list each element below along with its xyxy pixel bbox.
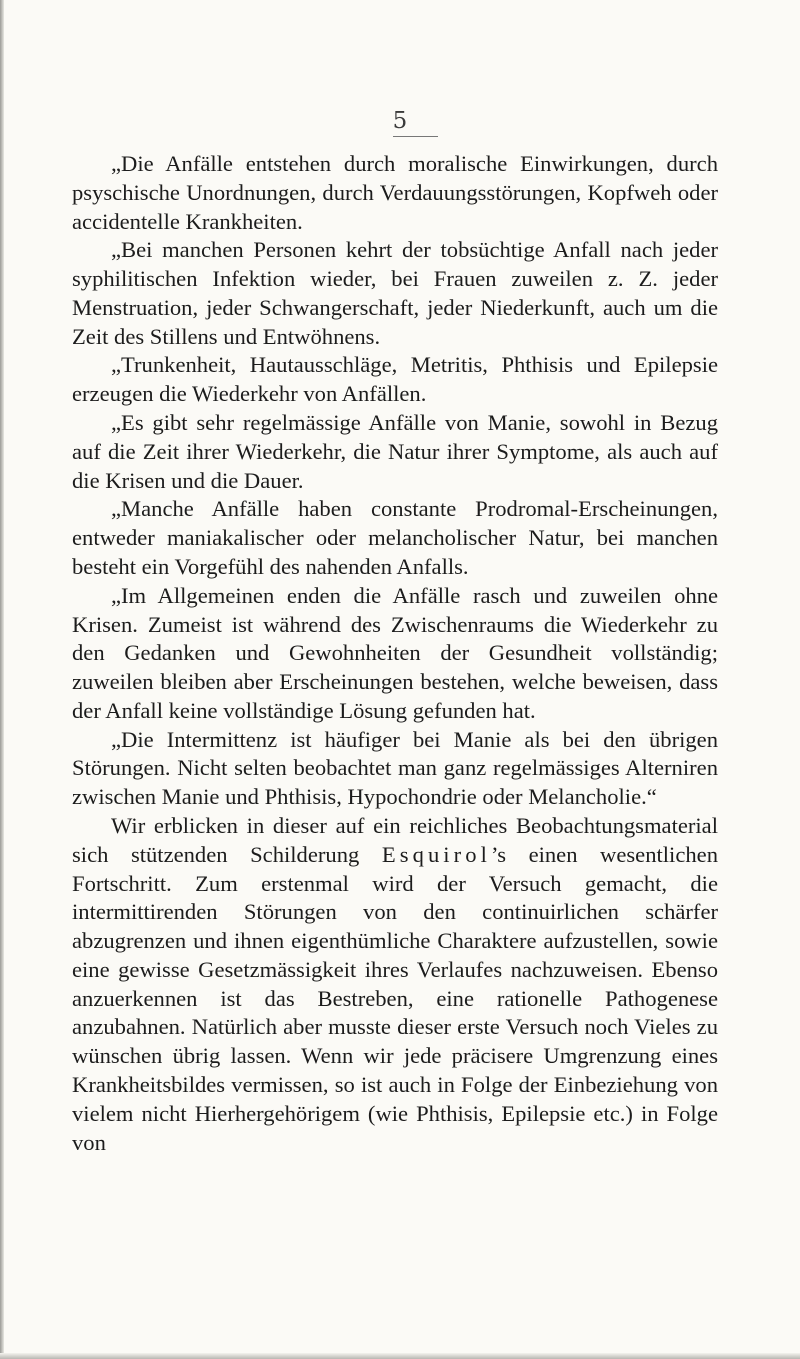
- author-name-esquirol: Esquirol: [381, 841, 491, 867]
- scan-edge-left: [0, 0, 4, 1359]
- paragraph-8-start: Wir erblicken in dieser auf ein reichliches Beobachtungsmaterial sich stützenden Schilderung: [72, 812, 718, 867]
- paragraph-4: „Es gibt sehr regelmässige Anfälle von Manie, sowohl in Bezug auf die Zeit ihrer Wiederkehr, die Natur ihrer Symptome, als auch auf die Krisen und die Dauer.: [72, 410, 718, 493]
- page-number-rule: [393, 136, 438, 137]
- paragraph-1: „Die Anfälle entstehen durch moralische Einwirkungen, durch psyschische Unordnungen, durch Verdauungsstörungen, Kopfweh oder accidentelle Krankheiten.: [72, 151, 718, 234]
- body-text: [72, 150, 718, 1157]
- paragraph-6: „Im Allgemeinen enden die Anfälle rasch und zuweilen ohne Krisen. Zumeist ist während des Zwischenraums die Wiederkehr zu den Gedanken und Gewohnheiten der Gesundheit vollständig; zuweilen bleiben aber Erscheinungen bestehen, welche beweisen, dass der Anfall keine vollständige Lösung gefunden hat.: [72, 582, 718, 723]
- paragraph-7: „Die Intermittenz ist häufiger bei Manie als bei den übrigen Störungen. Nicht selten beobachtet man ganz regelmässiges Alterniren zwischen Manie und Phthisis, Hypochondrie oder Melancholie.“: [72, 726, 718, 810]
- paragraph-8: [72, 812, 718, 1157]
- page-number: 5: [392, 108, 408, 134]
- paragraph-8-rest: ’s einen wesentlichen Fortschritt. Zum erstenmal wird der Versuch gemacht, die intermittirenden Störungen von den continuirlichen schärfer abzugrenzen und ihnen eigenthümliche Charaktere aufzustellen, sowie eine gewisse Gesetzmässigkeit ihres Verlaufes nachzuweisen. Ebenso anzuerkennen ist das Bestreben, eine rationelle Pathogenese anzubahnen. Natürlich aber musste dieser erste Versuch noch Vieles zu wünschen übrig lassen. Wenn wir jede präcisere Umgrenzung eines Krankheitsbildes vermissen, so ist auch in Folge der Einbeziehung von vielem nicht Hierhergehörigem (wie Phthisis, Epilepsie etc.) in Folge von: [72, 841, 718, 1155]
- scan-edge-bottom: [0, 1353, 800, 1359]
- paragraph-3: „Trunkenheit, Hautausschläge, Metritis, Phthisis und Epilepsie erzeugen die Wiederkehr von Anfällen.: [72, 352, 718, 407]
- paragraph-5: „Manche Anfälle haben constante Prodromal-Erscheinungen, entweder maniakalischer oder melancholischer Natur, bei manchen besteht ein Vorgefühl des nahenden Anfalls.: [72, 496, 718, 579]
- paragraph-2: „Bei manchen Personen kehrt der tobsüchtige Anfall nach jeder syphilitischen Infektion wieder, bei Frauen zuweilen z. Z. jeder Menstruation, jeder Schwangerschaft, jeder Niederkunft, auch um die Zeit des Stillens und Entwöhnens.: [72, 237, 718, 349]
